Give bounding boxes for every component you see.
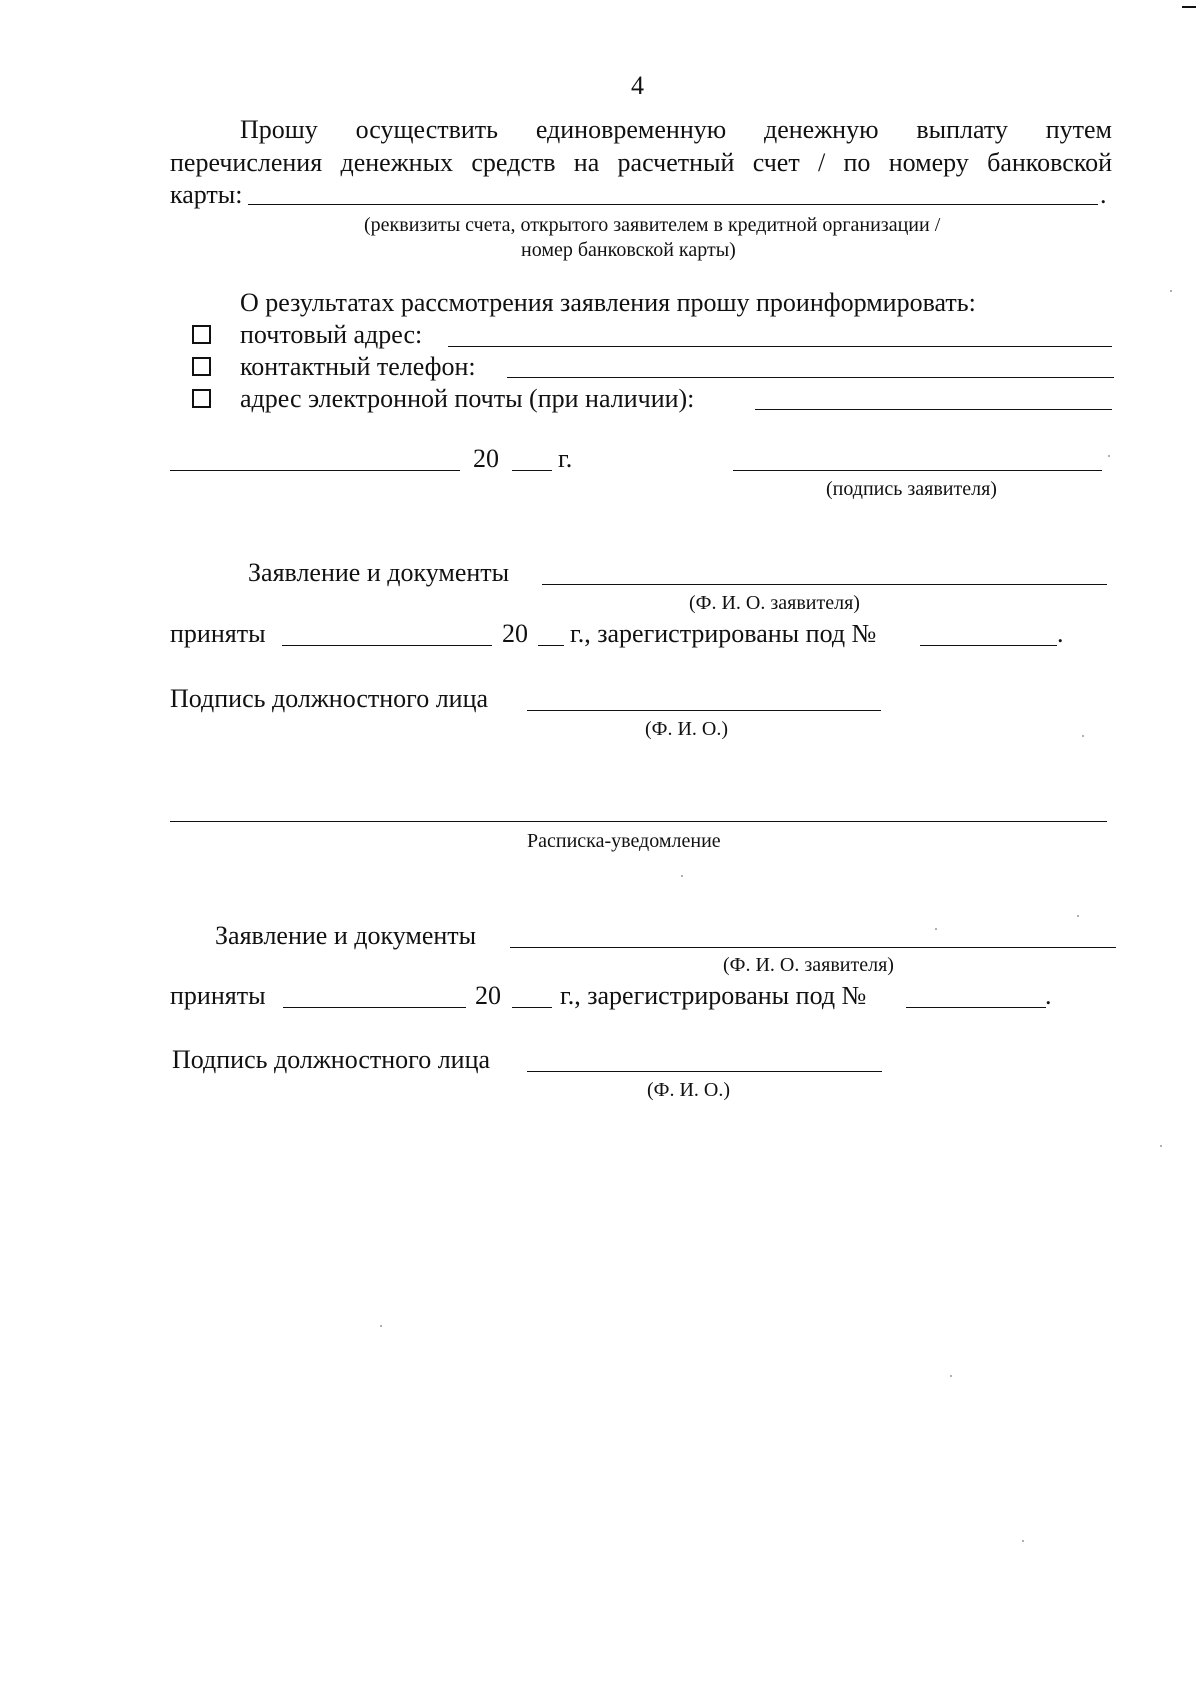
receipt-official-label: Подпись должностного лица xyxy=(172,1045,491,1074)
bank-details-field[interactable] xyxy=(248,204,1098,205)
payment-request-line-1: Прошу осуществить единовременную денежную выплату путем xyxy=(240,115,1112,144)
postal-address-field[interactable] xyxy=(448,346,1112,347)
receipt-registered-text: г., зарегистрированы под № xyxy=(560,981,867,1010)
postal-address-label: почтовый адрес: xyxy=(240,320,423,349)
receipt-official-field[interactable] xyxy=(527,1071,882,1072)
card-end-dot: . xyxy=(1100,180,1107,209)
scan-speck xyxy=(1108,455,1110,457)
email-label: адрес электронной почты (при наличии): xyxy=(240,384,695,413)
receipt-title: Расписка-уведомление xyxy=(527,830,721,852)
receipt-end-dot: . xyxy=(1045,981,1052,1010)
card-label: карты: xyxy=(170,180,243,209)
receipt-accepted-label: приняты xyxy=(170,981,266,1010)
payment-request-line-2: перечисления денежных средств на расчетный счет / по номеру банковской xyxy=(170,148,1112,177)
scan-speck xyxy=(1077,915,1079,917)
phone-checkbox[interactable] xyxy=(192,357,211,376)
postal-address-checkbox[interactable] xyxy=(192,325,211,344)
acceptance-reg-number-field[interactable] xyxy=(920,645,1057,646)
receipt-fio-caption: (Ф. И. О. заявителя) xyxy=(723,954,894,976)
scan-mark xyxy=(1182,6,1196,8)
acceptance-registered-text: г., зарегистрированы под № xyxy=(570,619,877,648)
page-number: 4 xyxy=(631,71,644,100)
scan-speck xyxy=(380,1325,382,1327)
date-year-prefix: 20 xyxy=(473,444,499,473)
scan-speck xyxy=(935,928,937,930)
applicant-signature-field[interactable] xyxy=(733,470,1102,471)
applicant-signature-caption: (подпись заявителя) xyxy=(826,478,997,500)
acceptance-official-caption: (Ф. И. О.) xyxy=(645,718,729,740)
scan-speck xyxy=(1170,290,1172,292)
acceptance-official-field[interactable] xyxy=(527,710,881,711)
acceptance-docs-label: Заявление и документы xyxy=(248,558,510,587)
phone-field[interactable] xyxy=(507,377,1114,378)
scan-speck xyxy=(950,1375,952,1377)
receipt-reg-number-field[interactable] xyxy=(906,1007,1046,1008)
acceptance-official-label: Подпись должностного лица xyxy=(170,684,489,713)
receipt-year-prefix: 20 xyxy=(475,981,501,1010)
notify-heading: О результатах рассмотрения заявления прошу проинформировать: xyxy=(240,288,976,317)
scan-speck xyxy=(1160,1145,1162,1147)
phone-label: контактный телефон: xyxy=(240,352,476,381)
receipt-year-field[interactable] xyxy=(512,1007,552,1008)
receipt-date-field[interactable] xyxy=(283,1007,466,1008)
acceptance-year-prefix: 20 xyxy=(502,619,528,648)
acceptance-fio-field[interactable] xyxy=(542,584,1107,585)
bank-details-caption-2: номер банковской карты) xyxy=(521,239,736,261)
receipt-official-caption: (Ф. И. О.) xyxy=(647,1079,731,1101)
acceptance-end-dot: . xyxy=(1057,619,1064,648)
acceptance-date-field[interactable] xyxy=(282,645,492,646)
scan-speck xyxy=(1082,735,1084,737)
receipt-docs-label: Заявление и документы xyxy=(215,921,477,950)
receipt-fio-field[interactable] xyxy=(510,947,1116,948)
scan-speck xyxy=(1022,1540,1024,1542)
scan-speck xyxy=(681,875,683,877)
bank-details-caption-1: (реквизиты счета, открытого заявителем в кредитной организации / xyxy=(364,214,941,236)
date-year-field[interactable] xyxy=(512,470,552,471)
acceptance-accepted-label: приняты xyxy=(170,619,266,648)
date-year-suffix: г. xyxy=(558,444,573,473)
acceptance-fio-caption: (Ф. И. О. заявителя) xyxy=(689,592,860,614)
email-field[interactable] xyxy=(755,409,1112,410)
acceptance-year-field[interactable] xyxy=(538,645,564,646)
cut-line xyxy=(170,821,1107,822)
date-field[interactable] xyxy=(170,470,460,471)
email-checkbox[interactable] xyxy=(192,389,211,408)
